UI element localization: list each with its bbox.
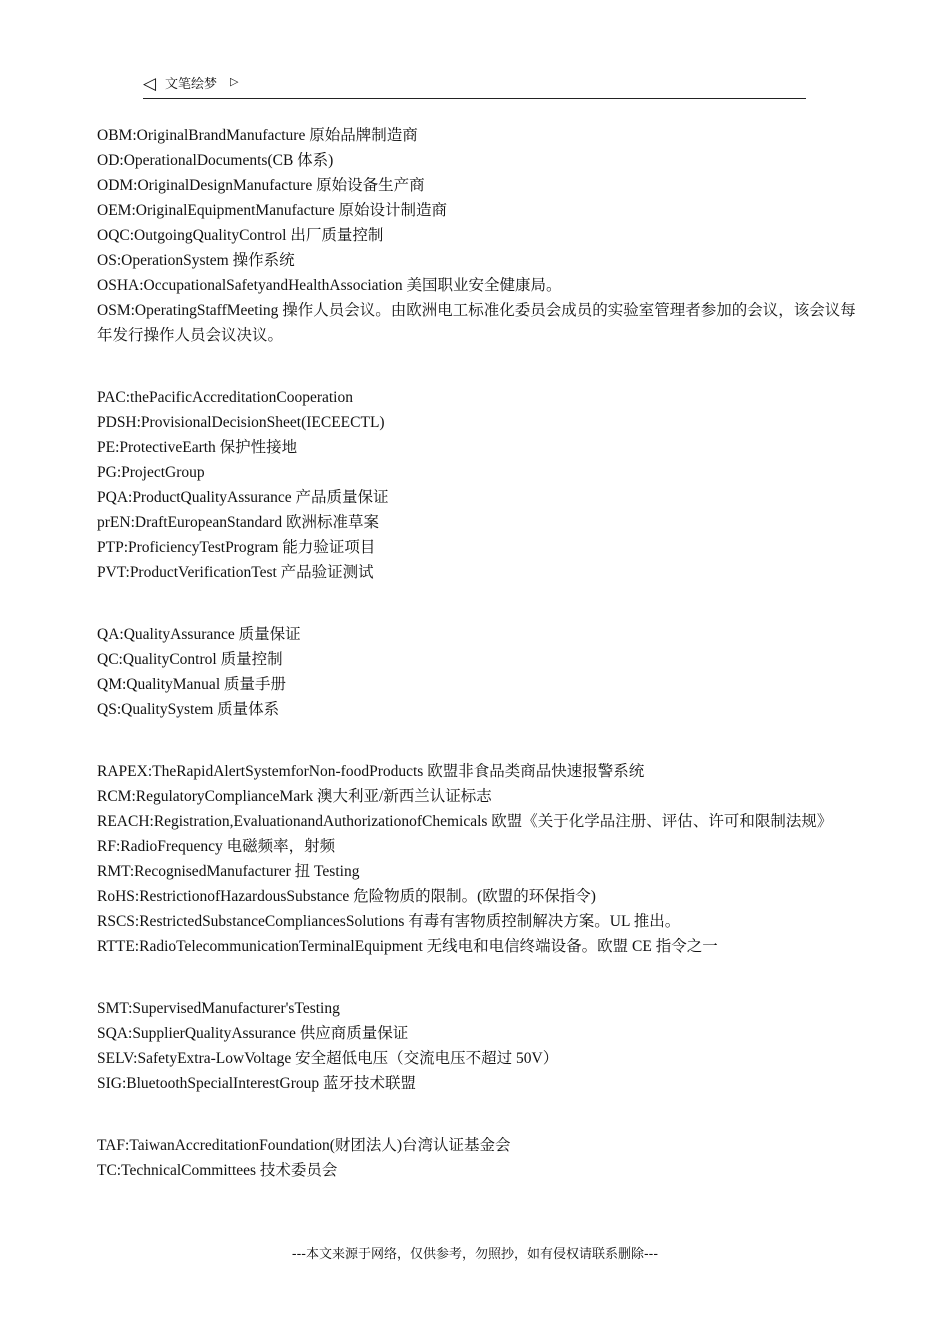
glossary-entry: OS:OperationSystem 操作系统 <box>97 252 295 269</box>
glossary-entry: SIG:BluetoothSpecialInterestGroup 蓝牙技术联盟 <box>97 1075 416 1092</box>
page-header <box>143 72 806 99</box>
glossary-entry: OBM:OriginalBrandManufacture 原始品牌制造商 <box>97 127 418 144</box>
glossary-entry: QC:QualityControl 质量控制 <box>97 651 283 668</box>
glossary-section-r <box>97 759 862 959</box>
glossary-section-t <box>97 1133 862 1183</box>
page-footer-note: ---本文来源于网络，仅供参考，勿照抄，如有侵权请联系删除--- <box>291 1247 659 1262</box>
glossary-section-p <box>97 385 862 585</box>
glossary-entry: RF:RadioFrequency 电磁频率，射频 <box>97 838 336 855</box>
glossary-entry: QA:QualityAssurance 质量保证 <box>97 626 301 643</box>
glossary-entry: RAPEX:TheRapidAlertSystemforNon-foodProducts 欧盟非食品类商品快速报警系统 <box>97 763 645 780</box>
glossary-entry: SELV:SafetyExtra-LowVoltage 安全超低电压（交流电压不超过 50V） <box>97 1050 559 1067</box>
right-triangle-icon: ▷ <box>230 75 239 88</box>
glossary-entry: QM:QualityManual 质量手册 <box>97 676 286 693</box>
glossary-entry: TC:TechnicalCommittees 技术委员会 <box>97 1162 338 1179</box>
header-title: 文笔绘梦 <box>165 77 218 92</box>
glossary-entry: PG:ProjectGroup <box>97 464 205 481</box>
glossary-entry: PVT:ProductVerificationTest 产品验证测试 <box>97 564 374 581</box>
glossary-entry: ODM:OriginalDesignManufacture 原始设备生产商 <box>97 177 425 194</box>
glossary-entry: PAC:thePacificAccreditationCooperation <box>97 389 353 406</box>
glossary-section-o <box>97 123 862 348</box>
glossary-section-s <box>97 996 862 1096</box>
glossary-entry: PDSH:ProvisionalDecisionSheet(IECEECTL) <box>97 414 385 431</box>
glossary-content <box>97 123 862 1220</box>
glossary-entry: REACH:Registration,EvaluationandAuthorizationofChemicals 欧盟《关于化学品注册、评估、许可和限制法规》 <box>97 813 833 830</box>
glossary-entry: SMT:SupervisedManufacturer'sTesting <box>97 1000 340 1017</box>
glossary-entry: RSCS:RestrictedSubstanceCompliancesSolutions 有毒有害物质控制解决方案。UL 推出。 <box>97 913 681 930</box>
glossary-entry: PQA:ProductQualityAssurance 产品质量保证 <box>97 489 389 506</box>
glossary-entry: SQA:SupplierQualityAssurance 供应商质量保证 <box>97 1025 409 1042</box>
glossary-entry: PTP:ProficiencyTestProgram 能力验证项目 <box>97 539 376 556</box>
glossary-entry: PE:ProtectiveEarth 保护性接地 <box>97 439 298 456</box>
glossary-entry: OSM:OperatingStaffMeeting 操作人员会议。由欧洲电工标准化委员会成员的实验室管理者参加的会议，该会议每年发行操作人员会议决议。 <box>97 302 856 344</box>
glossary-section-q <box>97 622 862 722</box>
glossary-entry: RTTE:RadioTelecommunicationTerminalEquipment 无线电和电信终端设备。欧盟 CE 指令之一 <box>97 938 718 955</box>
glossary-entry: RCM:RegulatoryComplianceMark 澳大利亚/新西兰认证标志 <box>97 788 492 805</box>
glossary-entry: OSHA:OccupationalSafetyandHealthAssociation 美国职业安全健康局。 <box>97 277 562 294</box>
glossary-entry: prEN:DraftEuropeanStandard 欧洲标准草案 <box>97 514 379 531</box>
glossary-entry: QS:QualitySystem 质量体系 <box>97 701 280 718</box>
left-triangle-icon: ◁ <box>143 74 157 94</box>
glossary-entry: RoHS:RestrictionofHazardousSubstance 危险物质的限制。(欧盟的环保指令) <box>97 888 596 905</box>
glossary-entry: OD:OperationalDocuments(CB 体系) <box>97 152 334 169</box>
glossary-entry: TAF:TaiwanAccreditationFoundation(财团法人)台湾认证基金会 <box>97 1137 511 1154</box>
glossary-entry: OEM:OriginalEquipmentManufacture 原始设计制造商 <box>97 202 447 219</box>
glossary-entry: OQC:OutgoingQualityControl 出厂质量控制 <box>97 227 384 244</box>
glossary-entry: RMT:RecognisedManufacturer 扭 Testing <box>97 863 360 880</box>
